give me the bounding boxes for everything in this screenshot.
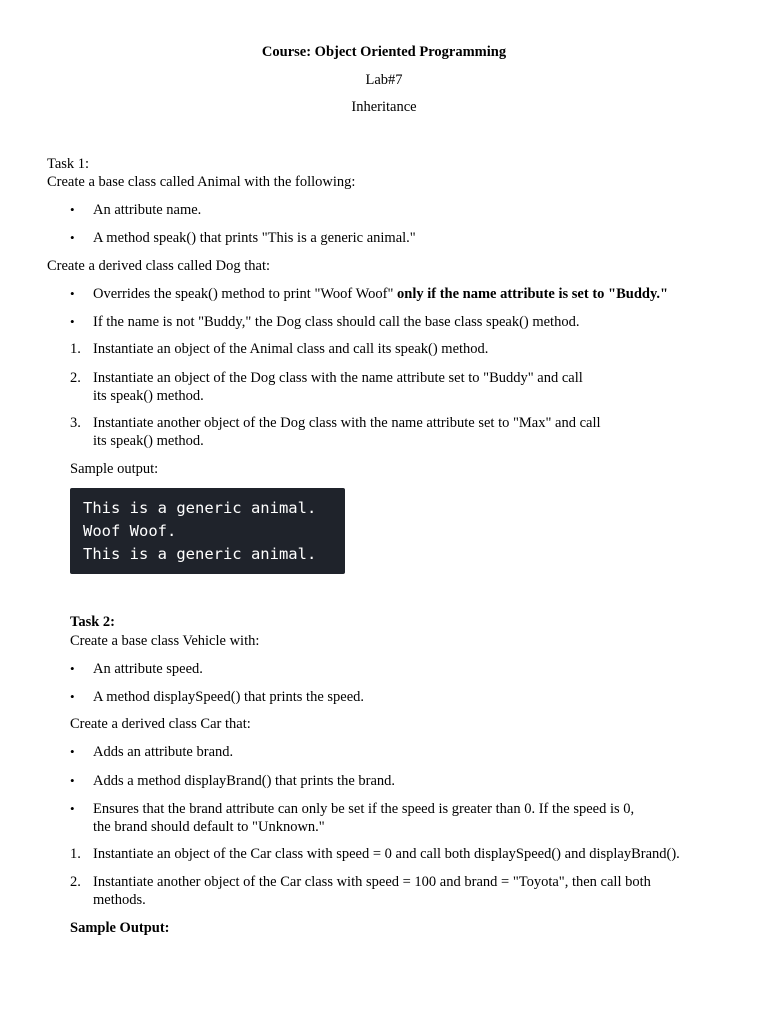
task1-derived-item [93,285,668,303]
task1-step-text: Instantiate another object of the Dog class with the name attribute set to "Max" and call [93,415,601,431]
task2-derived-item-cont: the brand should default to "Unknown." [93,819,325,835]
bullet-glyph: • [70,230,75,245]
task2-step-text: Instantiate another object of the Car class with speed = 100 and brand = "Toyota", then call both [93,874,651,890]
step-number: 2. [70,874,81,890]
task2-heading: Task 2: [70,614,116,630]
task1-step-text-cont: its speak() method. [93,388,204,404]
step-number: 1. [70,341,81,357]
task2-derived-item: Adds a method displayBrand() that prints the brand. [93,773,396,789]
task2-derived-item: Adds an attribute brand. [93,744,234,760]
code-line: This is a generic animal. [83,499,317,517]
lab-topic: Inheritance [351,99,417,115]
task2-base-item: An attribute speed. [93,661,203,677]
task2-derived-intro: Create a derived class Car that: [70,716,251,732]
task1-derived-item: If the name is not "Buddy," the Dog class should call the base class speak() method. [93,314,580,330]
bullet-glyph: • [70,314,75,329]
task2-intro: Create a base class Vehicle with: [70,633,260,649]
bullet-glyph: • [70,773,75,788]
code-line: This is a generic animal. [83,545,317,563]
task1-base-item: A method speak() that prints "This is a generic animal." [93,230,416,246]
task1-derived-intro: Create a derived class called Dog that: [47,258,271,274]
task2-step-text-cont: methods. [93,892,146,908]
task1-step-text: Instantiate an object of the Animal class and call its speak() method. [93,341,489,357]
bullet-glyph: • [70,202,75,217]
step-number: 3. [70,415,81,431]
bullet-glyph: • [70,801,75,816]
task1-step-text-cont: its speak() method. [93,433,204,449]
bullet-glyph: • [70,286,75,301]
task2-base-item: A method displaySpeed() that prints the speed. [93,689,365,705]
task1-base-item: An attribute name. [93,202,202,218]
step-number: 1. [70,846,81,862]
step-number: 2. [70,370,81,386]
task1-heading: Task 1: [47,156,90,172]
sample-output-code-block [70,488,345,574]
code-line: Woof Woof. [83,522,177,540]
lab-number: Lab#7 [365,72,403,88]
task2-derived-item: Ensures that the brand attribute can only be set if the speed is greater than 0. If the speed is 0, [93,801,635,817]
task1-step-text: Instantiate an object of the Dog class with the name attribute set to "Buddy" and call [93,370,583,386]
course-title: Course: Object Oriented Programming [261,44,507,60]
task2-step-text: Instantiate an object of the Car class with speed = 0 and call both displaySpeed() and displayBrand(). [93,846,680,862]
task1-intro: Create a base class called Animal with the following: [47,174,356,190]
task2-sample-label: Sample Output: [70,920,170,936]
bullet-glyph: • [70,661,75,676]
bullet-glyph: • [70,689,75,704]
bullet-glyph: • [70,744,75,759]
derived-item-text: Overrides the speak() method to print "Woof Woof" [93,286,397,302]
derived-item-emphasis: only if the name attribute is set to "Buddy." [397,286,669,302]
task1-sample-label: Sample output: [70,461,159,477]
